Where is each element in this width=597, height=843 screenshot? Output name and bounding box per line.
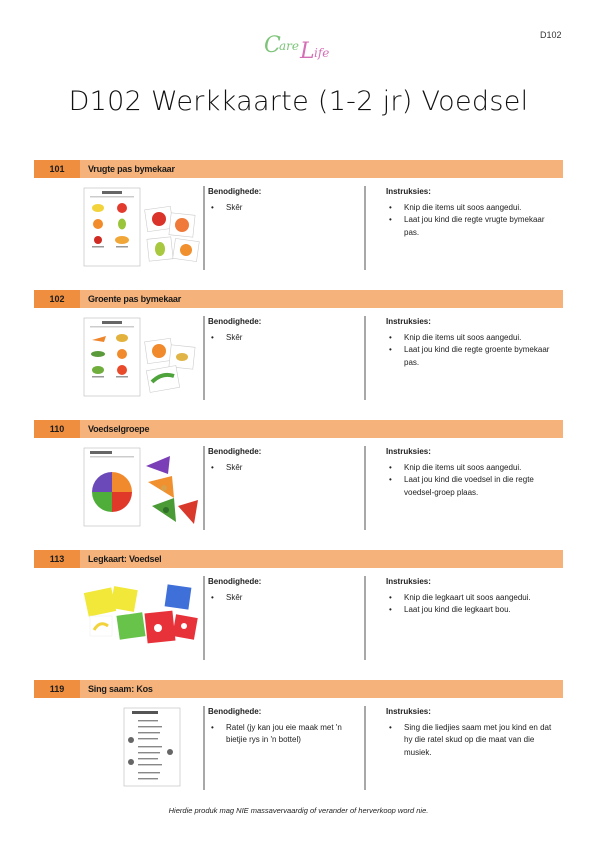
document-code: D102 xyxy=(540,30,562,40)
vegetable-worksheet-thumbnail xyxy=(82,316,202,398)
requirement-item: • Skêr xyxy=(208,202,358,215)
section-name: Voedselgroepe xyxy=(88,424,150,434)
requirement-item: • Skêr xyxy=(208,462,358,475)
requirements-heading: Benodighede: xyxy=(208,707,262,716)
section-name: Groente pas bymekaar xyxy=(88,294,182,304)
column-divider xyxy=(203,316,205,400)
column-divider xyxy=(364,576,366,660)
section-header-bar xyxy=(34,550,563,568)
instructions-column xyxy=(386,446,561,499)
activity-section-110 xyxy=(34,420,563,540)
column-divider xyxy=(203,706,205,790)
requirements-heading: Benodighede: xyxy=(208,187,262,196)
activity-section-119 xyxy=(34,680,563,800)
instruction-item: • Sing die liedjies saam met jou kind en dat hy die ratel skud op die maat van die musiek. xyxy=(386,722,561,760)
instructions-column xyxy=(386,186,561,239)
instruction-item: • Laat jou kind die voedsel in die regte voedsel-groep plaas. xyxy=(386,474,561,499)
instructions-heading: Instruksies: xyxy=(386,187,431,196)
column-divider xyxy=(203,576,205,660)
requirements-column xyxy=(208,706,358,747)
section-header-bar xyxy=(34,420,563,438)
song-sheet-thumbnail xyxy=(82,706,202,788)
section-number: 110 xyxy=(34,420,80,438)
activity-section-102 xyxy=(34,290,563,410)
requirements-column xyxy=(208,446,358,474)
requirements-heading: Benodighede: xyxy=(208,447,262,456)
instruction-item: • Laat jou kind die regte vrugte bymekaar pas. xyxy=(386,214,561,239)
instructions-column xyxy=(386,316,561,369)
section-name: Legkaart: Voedsel xyxy=(88,554,162,564)
column-divider xyxy=(364,706,366,790)
instruction-item: • Laat jou kind die legkaart bou. xyxy=(386,604,561,617)
requirement-item: • Skêr xyxy=(208,592,358,605)
activity-section-101 xyxy=(34,160,563,280)
svg-text:are: are xyxy=(279,39,299,53)
food-groups-wheel-thumbnail xyxy=(82,446,202,528)
section-header-bar xyxy=(34,680,563,698)
requirements-heading: Benodighede: xyxy=(208,317,262,326)
svg-text:C: C xyxy=(264,33,281,58)
section-name: Sing saam: Kos xyxy=(88,684,153,694)
fruit-worksheet-thumbnail xyxy=(82,186,202,268)
instructions-heading: Instruksies: xyxy=(386,707,431,716)
requirements-column xyxy=(208,576,358,604)
page-title: D102 Werkkaarte (1-2 jr) Voedsel xyxy=(68,86,529,117)
instruction-item: • Knip die legkaart uit soos aangedui. xyxy=(386,592,561,605)
instructions-column xyxy=(386,706,561,759)
instructions-heading: Instruksies: xyxy=(386,317,431,326)
requirements-column xyxy=(208,316,358,344)
section-header-bar xyxy=(34,160,563,178)
instruction-item: • Knip die items uit soos aangedui. xyxy=(386,462,561,475)
column-divider xyxy=(364,446,366,530)
requirements-column xyxy=(208,186,358,214)
copyright-notice: Hierdie produk mag NIE massavervaardig of verander of herverkoop word nie. xyxy=(168,806,429,815)
carelife-logo xyxy=(262,26,336,66)
requirement-item: • Skêr xyxy=(208,332,358,345)
instruction-item: • Knip die items uit soos aangedui. xyxy=(386,202,561,215)
instruction-item: • Knip die items uit soos aangedui. xyxy=(386,332,561,345)
column-divider xyxy=(364,186,366,270)
section-number: 119 xyxy=(34,680,80,698)
column-divider xyxy=(203,186,205,270)
section-name: Vrugte pas bymekaar xyxy=(88,164,175,174)
svg-text:L: L xyxy=(300,39,315,64)
food-puzzle-thumbnail xyxy=(82,576,202,658)
section-number: 102 xyxy=(34,290,80,308)
instructions-column xyxy=(386,576,561,617)
requirement-item: • Ratel (jy kan jou eie maak met 'n bietjie rys in 'n bottel) xyxy=(208,722,358,747)
instruction-item: • Laat jou kind die regte groente bymekaar pas. xyxy=(386,344,561,369)
section-number: 113 xyxy=(34,550,80,568)
section-header-bar xyxy=(34,290,563,308)
instructions-heading: Instruksies: xyxy=(386,577,431,586)
instructions-heading: Instruksies: xyxy=(386,447,431,456)
requirements-heading: Benodighede: xyxy=(208,577,262,586)
activity-section-113 xyxy=(34,550,563,670)
column-divider xyxy=(364,316,366,400)
column-divider xyxy=(203,446,205,530)
section-number: 101 xyxy=(34,160,80,178)
svg-text:ife: ife xyxy=(314,46,330,60)
